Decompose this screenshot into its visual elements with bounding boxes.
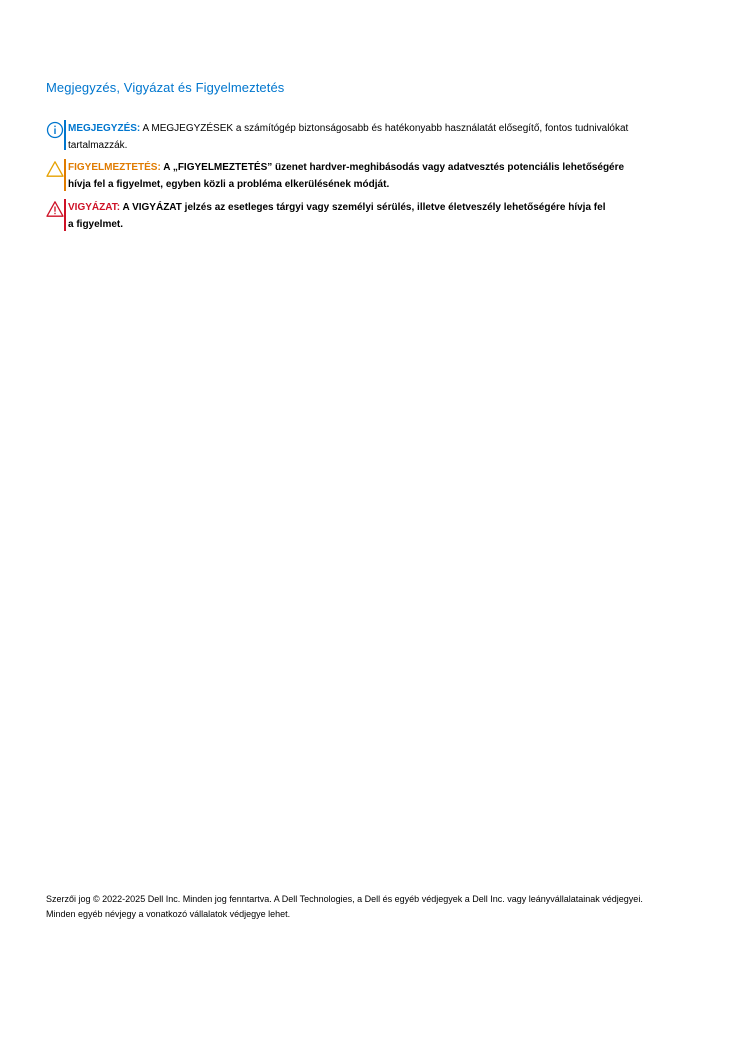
copyright-line2: Minden egyéb névjegy a vonatkozó vállalatok védjegye lehet. [46,909,291,919]
caution-bar [64,159,66,191]
caution-body-line1: A „FIGYELMEZTETÉS” üzenet hardver-meghibásodás vagy adatvesztés potenciális lehetőségére [160,162,625,173]
warning-triangle-icon [46,200,64,218]
note-label: MEGJEGYZÉS: [68,123,141,134]
info-circle-icon [46,121,64,139]
note-body-line2: tartalmazzák. [68,140,128,151]
note-bar [64,120,66,150]
warning-label: VIGYÁZAT: [68,202,121,213]
warning-bar [64,199,66,231]
warning-body-line1: A VIGYÁZAT jelzés az esetleges tárgyi vagy személyi sérülés, illetve életveszély lehetőségére hívja fel [120,202,606,213]
copyright-footer [46,892,706,922]
caution-triangle-icon [46,160,64,178]
note-text [68,120,668,154]
caution-label: FIGYELMEZTETÉS: [68,162,161,173]
warning-body-line2: a figyelmet. [68,219,124,230]
section-heading: Megjegyzés, Vigyázat és Figyelmeztetés [46,80,285,95]
caution-body-line2: hívja fel a figyelmet, egyben közli a probléma elkerülésének módját. [68,179,390,190]
warning-text [68,199,668,233]
copyright-line1: Szerzői jog © 2022-2025 Dell Inc. Minden jog fenntartva. A Dell Technologies, a Dell és egyéb védjegyek a Dell Inc. vagy leányvállalatainak védjegyei. [46,894,643,904]
note-body-line1: A MEGJEGYZÉSEK a számítógép biztonságosabb és hatékonyabb használatát elősegítő, fontos tudnivalókat [140,123,629,134]
caution-text [68,159,668,193]
